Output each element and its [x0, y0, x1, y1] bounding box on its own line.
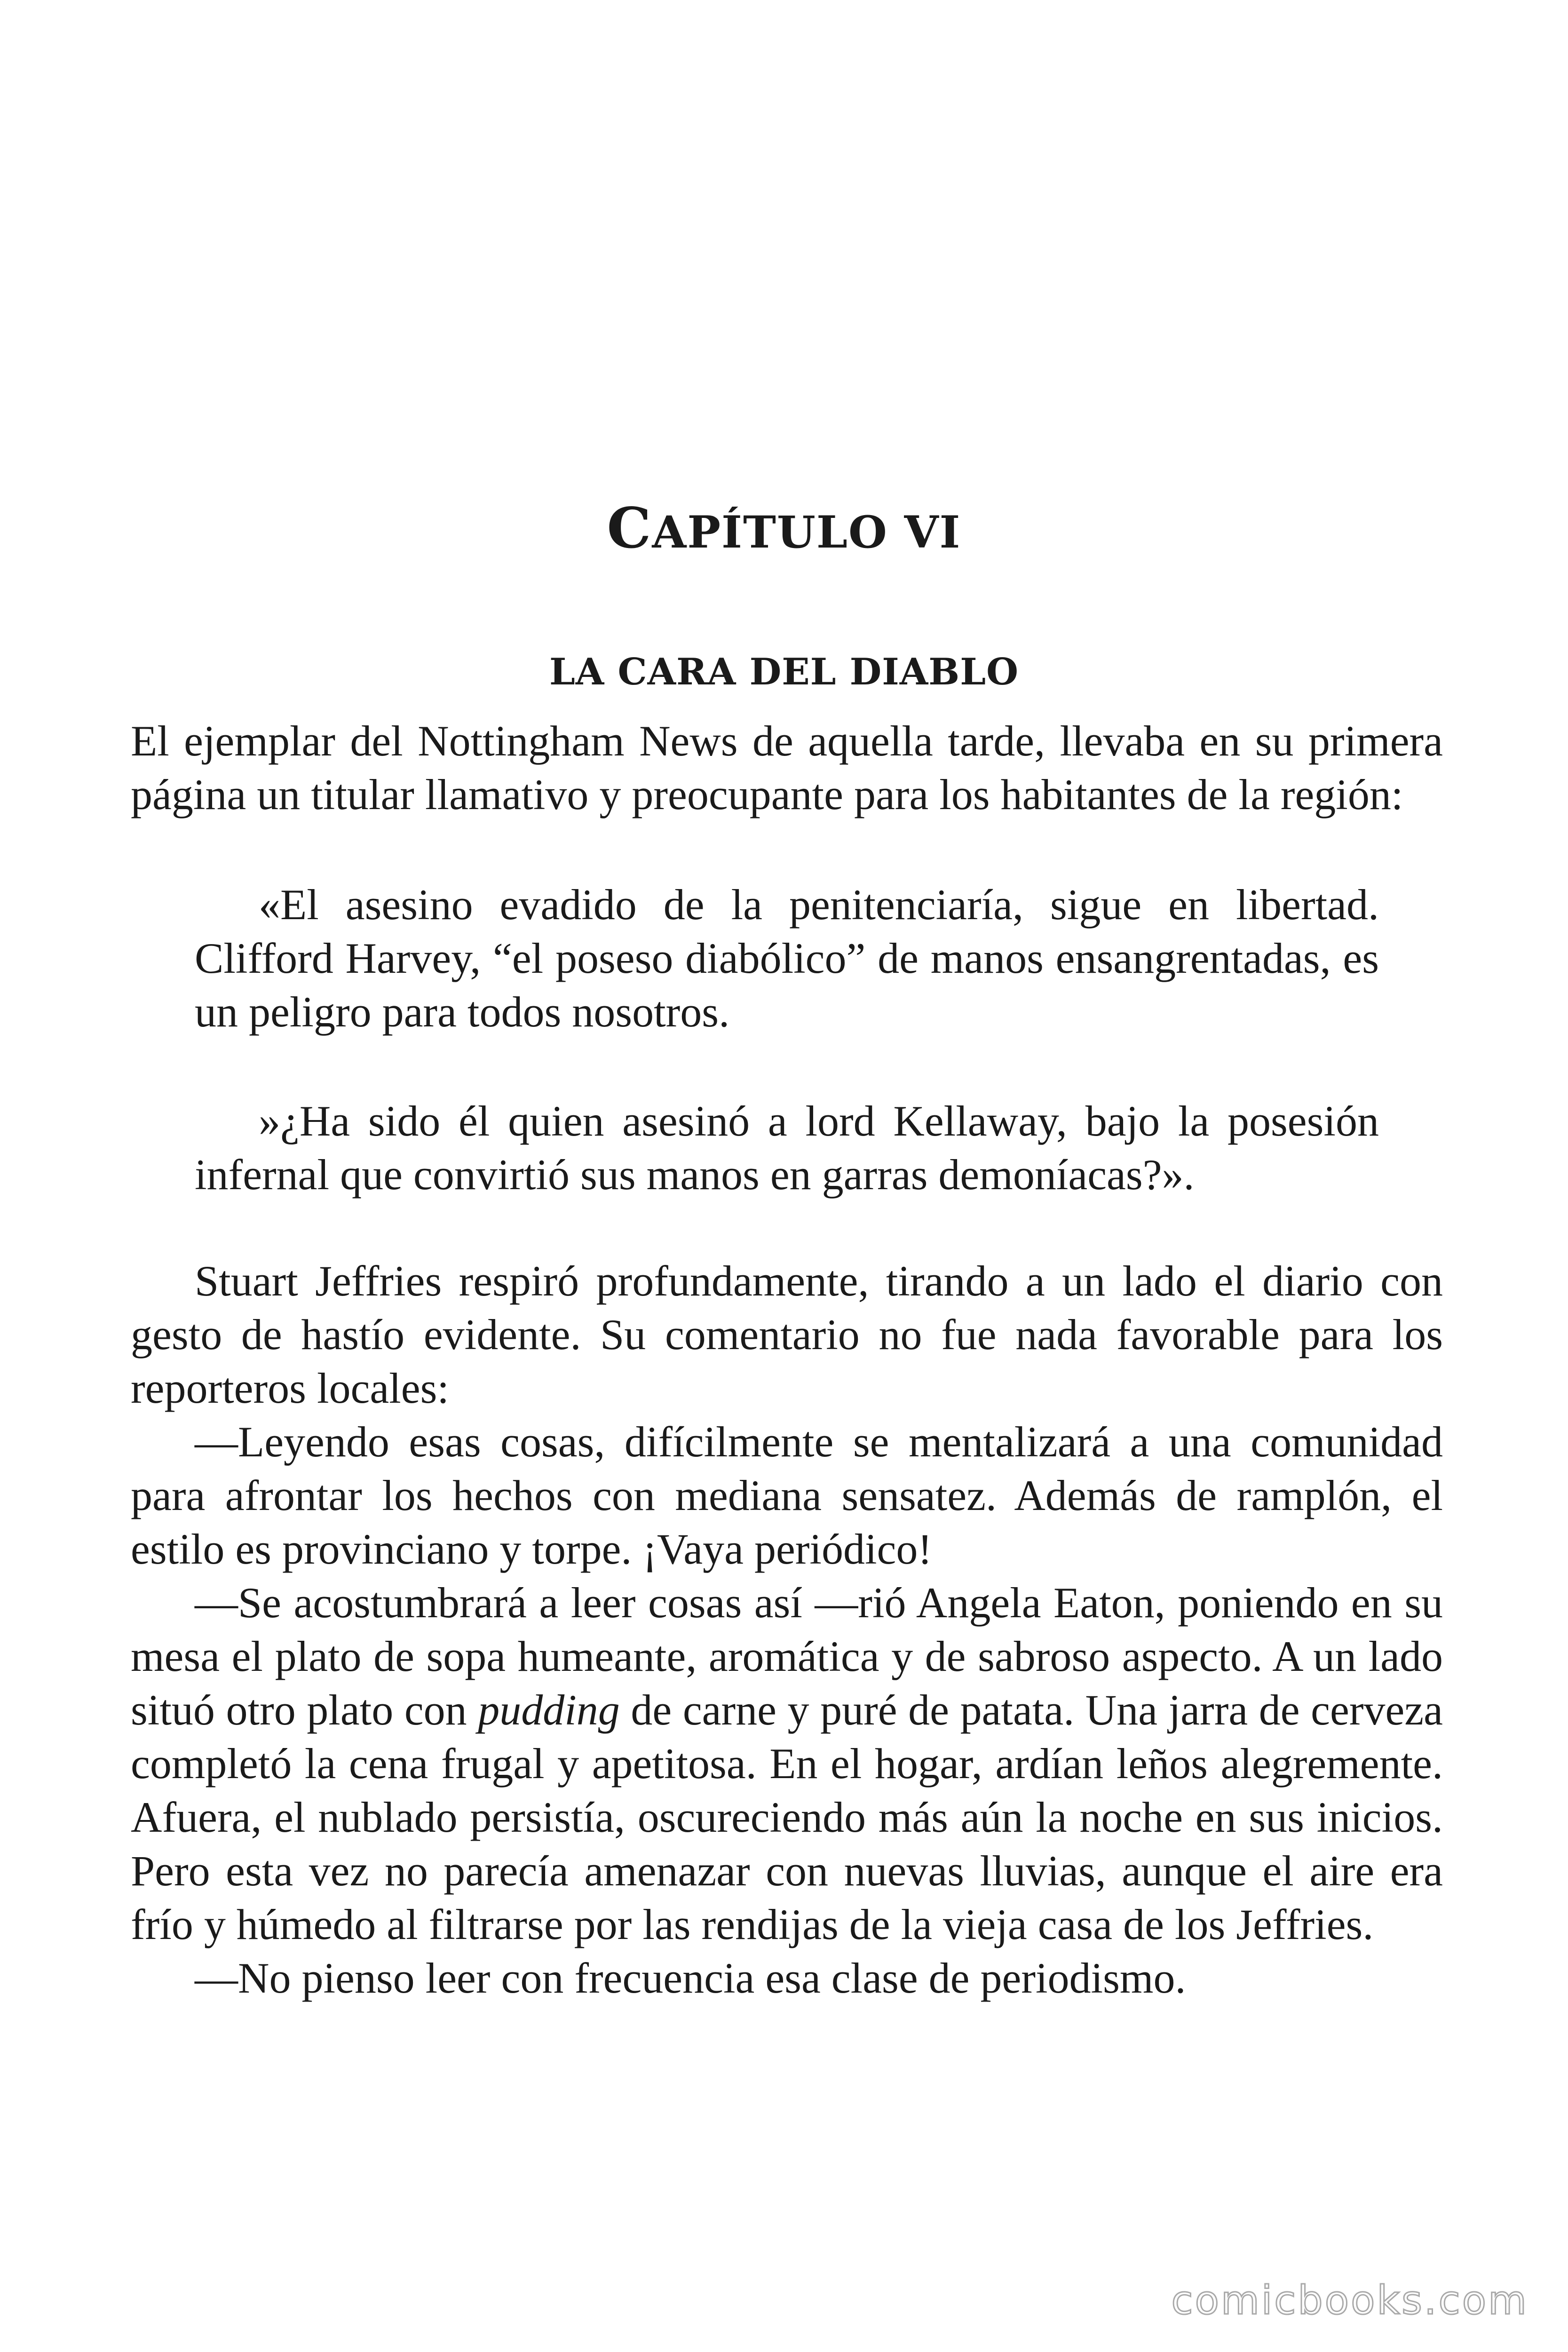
quote-headline-1: «El asesino evadido de la penitenciaría, sigue en libertad. Clifford Harvey, “el poseso diabólico” de manos ensangrentadas, es un peligro para todos nosotros.: [195, 881, 1379, 1036]
chapter-title-rest: APÍTULO VI: [652, 507, 961, 559]
paragraph-intro: El ejemplar del Nottingham News de aquella tarde, llevaba en su primera página un titular llamativo y preocupante para los habitantes de la región:: [131, 717, 1443, 818]
paragraph-dialogue-2-emphasis: pudding: [478, 1686, 620, 1734]
paragraph-dialogue-2-part-a: —Se acostumbrará a leer cosas así —rió Angela Eaton, poniendo en su mesa el plato de sopa humeante, aromática y de sabroso aspecto. A un lado situó otro plato con: [131, 1579, 1443, 1734]
chapter-subtitle: LA CARA DEL DIABLO: [549, 650, 1019, 693]
paragraph-gap: [131, 1039, 1443, 1094]
paragraph-dialogue-1: —Leyendo esas cosas, difícilmente se mentalizará a una comunidad para afrontar los hechos con mediana sensatez. Además de ramplón, el estilo es provinciano y torpe. ¡Vaya periódico!: [131, 1418, 1443, 1573]
paragraph-dialogue-3: —No pienso leer con frecuencia esa clase de periodismo.: [195, 1954, 1186, 2002]
chapter-title-initial: C: [607, 495, 652, 561]
chapter-body: [131, 714, 1443, 2005]
paragraph-dialogue-2-part-b: de carne y puré de patata. Una jarra de cerveza completó la cena frugal y apetitosa. En el hogar, ardían leños alegremente. Afuera, el nublado persistía, oscureciendo más aún la noche en sus inicios. Pero esta vez no parecía amenazar con nuevas lluvias, aunque el aire era frío y húmedo al filtrarse por las rendijas de la vieja casa de los Jeffries.: [131, 1686, 1443, 1948]
paragraph-dialogue-2: [131, 1576, 1443, 1951]
paragraph-stuart: Stuart Jeffries respiró profundamente, tirando a un lado el diario con gesto de hastío evidente. Su comentario no fue nada favorable para los reporteros locales:: [131, 1257, 1443, 1412]
paragraph-gap: [131, 821, 1443, 878]
paragraph-gap: [131, 1201, 1443, 1254]
watermark: comicbooks.com: [1171, 2277, 1528, 2323]
quote-headline-2: »¿Ha sido él quien asesinó a lord Kellaway, bajo la posesión infernal que convirtió sus manos en garras demoníacas?».: [195, 1097, 1379, 1199]
chapter-title: [0, 495, 1568, 561]
